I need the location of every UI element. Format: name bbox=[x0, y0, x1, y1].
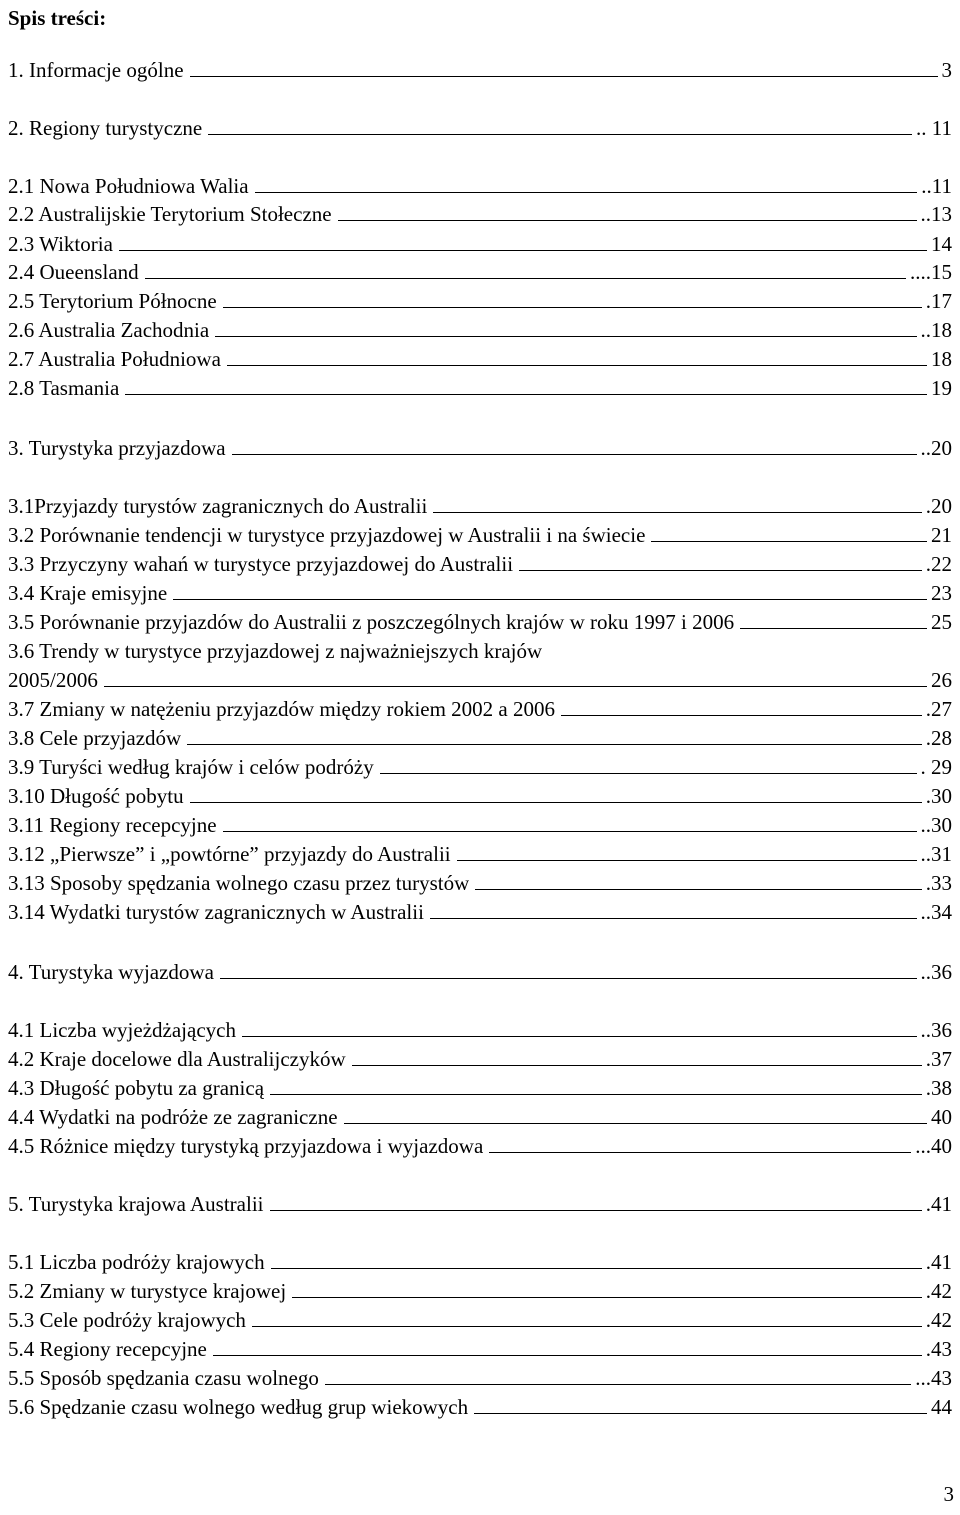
toc-entry-page: 3 bbox=[941, 58, 952, 82]
toc-entry-page: .30 bbox=[925, 784, 952, 808]
toc-entry-page: .33 bbox=[925, 871, 952, 895]
toc-entry-page: 23 bbox=[931, 581, 952, 605]
toc-entry-page: .28 bbox=[925, 726, 952, 750]
leader-line bbox=[740, 628, 927, 629]
toc-entry[interactable] bbox=[8, 753, 952, 781]
page-number: 3 bbox=[943, 1482, 954, 1506]
toc-entry[interactable] bbox=[8, 782, 952, 810]
toc-entry-label: 2005/2006 bbox=[8, 668, 98, 692]
toc-entry-page: ..11 bbox=[921, 174, 952, 198]
toc-entry[interactable] bbox=[8, 434, 952, 462]
toc-entry[interactable] bbox=[8, 172, 952, 200]
leader-line bbox=[125, 394, 927, 395]
toc-entry-page: .41 bbox=[925, 1192, 952, 1216]
toc-entry-label: 2.2 Australijskie Terytorium Stołeczne bbox=[8, 202, 332, 226]
toc-entry-label: 4.1 Liczba wyjeżdżających bbox=[8, 1018, 236, 1042]
toc-entry[interactable] bbox=[8, 1248, 952, 1276]
leader-line bbox=[104, 686, 927, 687]
toc-entry-label: 3.5 Porównanie przyjazdów do Australii z poszczególnych krajów w roku 1997 i 2006 bbox=[8, 610, 735, 634]
toc-entry[interactable] bbox=[8, 1393, 952, 1421]
toc-entry-page: ..20 bbox=[920, 436, 952, 460]
toc-entry[interactable] bbox=[8, 724, 952, 752]
leader-line bbox=[242, 1036, 917, 1037]
toc-entry-page: 21 bbox=[931, 523, 952, 547]
toc-entry-page: .42 bbox=[925, 1279, 952, 1303]
toc-entry-page: .22 bbox=[925, 552, 952, 576]
leader-line bbox=[173, 599, 927, 600]
toc-entry-label: 3.7 Zmiany w natężeniu przyjazdów między rokiem 2002 a 2006 bbox=[8, 697, 556, 721]
leader-line bbox=[457, 860, 917, 861]
leader-line bbox=[227, 365, 927, 366]
leader-line bbox=[208, 134, 912, 135]
toc-entry-page: .38 bbox=[925, 1076, 952, 1100]
toc-entry-label: 5.3 Cele podróży krajowych bbox=[8, 1308, 246, 1332]
leader-line bbox=[213, 1355, 922, 1356]
toc-entry-page: ..36 bbox=[920, 960, 952, 984]
leader-line bbox=[352, 1065, 922, 1066]
toc-entry-page: .43 bbox=[925, 1337, 952, 1361]
toc-entry-page: ..31 bbox=[920, 842, 952, 866]
toc-entry-label: 2.8 Tasmania bbox=[8, 376, 120, 400]
toc-entry-page: .42 bbox=[925, 1308, 952, 1332]
toc-entry-page: 25 bbox=[931, 610, 952, 634]
leader-line bbox=[119, 250, 927, 251]
toc-entry-page: 14 bbox=[931, 232, 952, 256]
leader-line bbox=[651, 541, 927, 542]
toc-entry-label: 3.14 Wydatki turystów zagranicznych w Australii bbox=[8, 900, 424, 924]
leader-line bbox=[325, 1384, 911, 1385]
toc-title: Spis treści: bbox=[8, 6, 107, 30]
toc-entry-label: 3.12 „Pierwsze” i „powtórne” przyjazdy do Australii bbox=[8, 842, 451, 866]
toc-entry-label: 3. Turystyka przyjazdowa bbox=[8, 436, 226, 460]
toc-entry[interactable] bbox=[8, 695, 952, 723]
toc-entry-label: 3.8 Cele przyjazdów bbox=[8, 726, 182, 750]
toc-entry-page: .37 bbox=[925, 1047, 952, 1071]
toc-entry[interactable] bbox=[8, 287, 952, 315]
toc-entry-label: 5.2 Zmiany w turystyce krajowej bbox=[8, 1279, 287, 1303]
toc-entry-label: 5. Turystyka krajowa Australii bbox=[8, 1192, 264, 1216]
toc-entry-page: ..30 bbox=[920, 813, 952, 837]
toc-entry-label: 3.13 Sposoby spędzania wolnego czasu przez turystów bbox=[8, 871, 470, 895]
leader-line bbox=[270, 1094, 922, 1095]
toc-entry-label: 2.3 Wiktoria bbox=[8, 232, 113, 256]
toc-entry-page: ...43 bbox=[915, 1366, 952, 1390]
toc-entry-page: 26 bbox=[931, 668, 952, 692]
toc-entry[interactable] bbox=[8, 200, 952, 228]
leader-line bbox=[190, 76, 938, 77]
toc-entry-page: .27 bbox=[925, 697, 952, 721]
leader-line bbox=[220, 978, 917, 979]
toc-entry-label: 3.6 Trendy w turystyce przyjazdowej z najważniejszych krajów bbox=[8, 639, 543, 663]
toc-entry[interactable] bbox=[8, 56, 952, 84]
toc-entry-label: 1. Informacje ogólne bbox=[8, 58, 184, 82]
toc-entry-page: 40 bbox=[931, 1105, 952, 1129]
leader-line bbox=[271, 1268, 922, 1269]
toc-entry-label: 3.2 Porównanie tendencji w turystyce przyjazdowej w Australii i na świecie bbox=[8, 523, 646, 547]
leader-line bbox=[187, 744, 922, 745]
leader-line bbox=[232, 454, 917, 455]
toc-entry[interactable] bbox=[8, 869, 952, 897]
toc-entry[interactable] bbox=[8, 230, 952, 258]
toc-entry-label: 3.3 Przyczyny wahań w turystyce przyjazdowej do Australii bbox=[8, 552, 514, 576]
toc-entry[interactable] bbox=[8, 374, 952, 402]
toc-entry-label: 4.3 Długość pobytu za granicą bbox=[8, 1076, 265, 1100]
toc-entry-label: 3.4 Kraje emisyjne bbox=[8, 581, 168, 605]
toc-entry[interactable] bbox=[8, 840, 952, 868]
toc-entry[interactable] bbox=[8, 666, 952, 694]
toc-entry-page: .41 bbox=[925, 1250, 952, 1274]
toc-entry-page: ....15 bbox=[910, 260, 952, 284]
leader-line bbox=[223, 307, 922, 308]
toc-entry-page: ..34 bbox=[920, 900, 952, 924]
toc-entry-label: 3.1Przyjazdy turystów zagranicznych do Australii bbox=[8, 494, 428, 518]
leader-line bbox=[380, 773, 917, 774]
leader-line bbox=[223, 831, 917, 832]
toc-entry[interactable] bbox=[8, 114, 952, 142]
leader-line bbox=[475, 889, 921, 890]
toc-entry-label: 2.5 Terytorium Północne bbox=[8, 289, 217, 313]
toc-entry[interactable] bbox=[8, 1190, 952, 1218]
toc-entry-label: 5.1 Liczba podróży krajowych bbox=[8, 1250, 265, 1274]
toc-entry-page: .. 11 bbox=[916, 116, 952, 140]
toc-entry[interactable] bbox=[8, 898, 952, 926]
toc-entry-label: 2. Regiony turystyczne bbox=[8, 116, 203, 140]
toc-entry[interactable] bbox=[8, 1306, 952, 1334]
toc-entry[interactable] bbox=[8, 521, 952, 549]
toc-entry-label: 5.5 Sposób spędzania czasu wolnego bbox=[8, 1366, 319, 1390]
toc-entry[interactable] bbox=[8, 345, 952, 373]
toc-entry-page: 19 bbox=[931, 376, 952, 400]
toc-entry-label: 4.4 Wydatki na podróże ze zagraniczne bbox=[8, 1105, 338, 1129]
toc-entry-page: 44 bbox=[931, 1395, 952, 1419]
leader-line bbox=[344, 1123, 927, 1124]
toc-entry-label: 4.2 Kraje docelowe dla Australijczyków bbox=[8, 1047, 346, 1071]
toc-entry[interactable] bbox=[8, 1132, 952, 1160]
leader-line bbox=[270, 1210, 922, 1211]
leader-line bbox=[474, 1413, 927, 1414]
toc-entry[interactable] bbox=[8, 492, 952, 520]
toc-entry-page: . 29 bbox=[920, 755, 952, 779]
toc-entry-label: 5.6 Spędzanie czasu wolnego według grup wiekowych bbox=[8, 1395, 469, 1419]
toc-entry-page: ..36 bbox=[920, 1018, 952, 1042]
toc-entry[interactable] bbox=[8, 637, 952, 665]
toc-entry-page: 18 bbox=[931, 347, 952, 371]
toc-entry[interactable] bbox=[8, 811, 952, 839]
leader-line bbox=[255, 192, 918, 193]
leader-line bbox=[145, 278, 906, 279]
leader-line bbox=[489, 1152, 911, 1153]
toc-entry-label: 3.10 Długość pobytu bbox=[8, 784, 184, 808]
toc-entry[interactable] bbox=[8, 1364, 952, 1392]
toc-entry[interactable] bbox=[8, 550, 952, 578]
toc-entry-page: .20 bbox=[925, 494, 952, 518]
toc-entry-label: 4.5 Różnice między turystyką przyjazdowa i wyjazdowa bbox=[8, 1134, 484, 1158]
toc-entry-label: 5.4 Regiony recepcyjne bbox=[8, 1337, 207, 1361]
toc-entry-label: 2.4 Oueensland bbox=[8, 260, 139, 284]
toc-entry[interactable] bbox=[8, 958, 952, 986]
toc-entry-label: 2.1 Nowa Południowa Walia bbox=[8, 174, 249, 198]
leader-line bbox=[561, 715, 922, 716]
leader-line bbox=[215, 336, 916, 337]
leader-line bbox=[430, 918, 917, 919]
toc-entry[interactable] bbox=[8, 1074, 952, 1102]
toc-entry[interactable] bbox=[8, 1277, 952, 1305]
toc-entry-page: ..13 bbox=[920, 202, 952, 226]
leader-line bbox=[433, 512, 921, 513]
toc-entry-label: 3.11 Regiony recepcyjne bbox=[8, 813, 217, 837]
leader-line bbox=[292, 1297, 922, 1298]
toc-entry-label: 4. Turystyka wyjazdowa bbox=[8, 960, 214, 984]
toc-entry-page: ..18 bbox=[920, 318, 952, 342]
toc-entry[interactable] bbox=[8, 579, 952, 607]
toc-entry[interactable] bbox=[8, 258, 952, 286]
toc-entry[interactable] bbox=[8, 316, 952, 344]
toc-entry[interactable] bbox=[8, 1016, 952, 1044]
leader-line bbox=[190, 802, 922, 803]
toc-entry[interactable] bbox=[8, 1045, 952, 1073]
toc-entry[interactable] bbox=[8, 1335, 952, 1363]
toc-entry-page: ...40 bbox=[915, 1134, 952, 1158]
toc-entry-label: 3.9 Turyści według krajów i celów podróży bbox=[8, 755, 374, 779]
toc-entry[interactable] bbox=[8, 1103, 952, 1131]
toc-entry[interactable] bbox=[8, 608, 952, 636]
toc-entry-label: 2.6 Australia Zachodnia bbox=[8, 318, 210, 342]
leader-line bbox=[252, 1326, 922, 1327]
toc-entry-page: .17 bbox=[925, 289, 952, 313]
leader-line bbox=[519, 570, 922, 571]
leader-line bbox=[338, 220, 917, 221]
toc-entry-label: 2.7 Australia Południowa bbox=[8, 347, 221, 371]
